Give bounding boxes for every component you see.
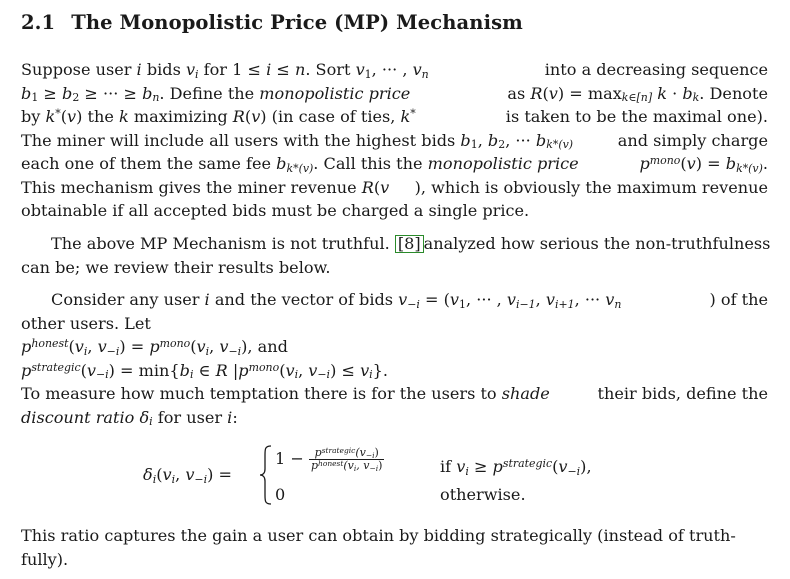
fraction-denominator: $p^{honest}(v_i$, $v_{-i}$) [310,458,383,473]
p1-line-3: by k*(v) the k maximizing R(v) (in case of ties, k* is taken to be the maximal one). [21,107,768,126]
term-discount-ratio: discount ratio [21,407,135,427]
p3-line-3: $p^{honest}(v_i$, $v_{-i}) = p^{mono}(v_i$, $v_{-i}$), and [21,337,288,358]
paragraph-mp-definition [21,58,768,223]
citation-link[interactable]: [8] [395,235,424,253]
case-one-value: 1 − $\frac{p^{strategic}(v_{-i})}{p^{honest}(v_i, v_{-i})}$ [275,445,383,473]
case-one-condition: if $v_i \ge p^{strategic}(v_{-i})$, [440,457,592,478]
paragraph-not-truthful [21,232,771,279]
p1-line-4: The miner will include all users with the highest bids $b_1$, $b_2$, ··· $b_{k*(v)}$ and simply charge [21,130,768,152]
p2-line-1: The above MP Mechanism is not truthful. [8] analyzed how serious the non-truthfulness [51,234,771,253]
p1-line-6: This mechanism gives the miner revenue R(v ), which is obviously the maximum revenue [21,177,768,197]
fraction-numerator: $p^{strategic}(v_{-i})$ [309,447,385,460]
p1-line-1: Suppose user i bids $v_i$ for 1 ≤ i ≤ n. Sort $v_1$, ··· , $v_n$ into a decreasing sequence [21,60,768,81]
ratio-fraction [309,447,385,472]
p3-line-4: $p^{strategic}(v_{-i}) = \min\{b_i$ ∈ R $|p^{mono}(v_i$, $v_{-i}) \le v_i$}. [21,360,389,382]
section-title: The Monopolistic Price (MP) Mechanism [71,11,523,34]
paragraph-ratio-meaning [21,524,768,571]
p4-line-2: fully). [21,549,69,569]
p3-line-1: Consider any user i and the vector of bids $v_{-i} = (v_1$, ··· , $v_{i-1}$, $v_{i+1}$, ··· $v_n$ ) of the [51,290,768,311]
case-two-condition: otherwise. [440,485,526,504]
p2-line-2: can be; we review their results below. [21,257,331,277]
p3-line-6: discount ratio $\delta_i$ for user i: [21,407,238,429]
p4-line-1: This ratio captures the gain a user can obtain by bidding strategically (instead of truth- [21,526,736,545]
discount-ratio-equation [143,445,663,505]
p1-line-5: each one of them the same fee $b_{k*(v)}$. Call this the monopolistic price $p^{mono}(v) = b_{k*(v)}$. [21,154,768,175]
section-heading [21,11,523,35]
paragraph-discount-ratio [21,288,768,429]
equation-lhs: $\delta_i(v_i$, $v_{-i}$) = [143,465,232,486]
p1-line-2: $b_1 \ge b_2$ ≥ ··· ≥ $b_n$. Define the monopolistic price as $R(v) = \max_{k\in[n]} k \cdot b_k$. Denote [21,83,768,105]
p3-line-5: To measure how much temptation there is for the users to shade their bids, define the [21,384,768,403]
section-number: 2.1 [21,11,56,34]
left-brace [259,445,273,505]
case-two-value: 0 [275,485,286,504]
p3-line-2: other users. Let [21,313,151,333]
term-monopolistic-price: monopolistic price [259,83,411,103]
p1-line-7: obtainable if all accepted bids must be charged a single price. [21,201,530,220]
